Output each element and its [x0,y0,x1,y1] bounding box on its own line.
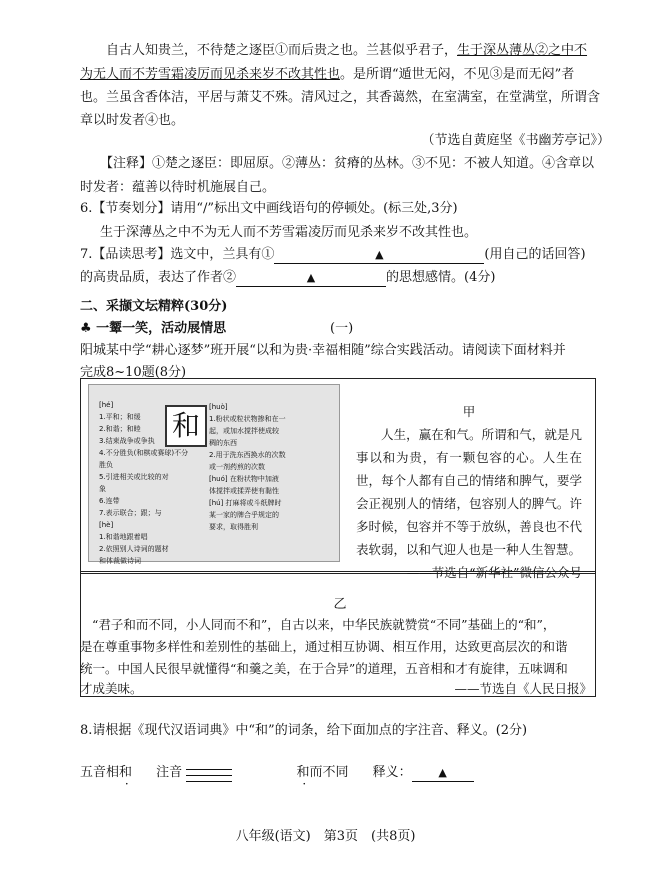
section-2-title: 二、采撷文坛精粹(30分) [80,299,228,314]
part-number: (一) [330,321,354,336]
triangle-icon: ▲ [438,766,447,779]
q7-prefix: 7.【品读思考】选文中，兰具有① [80,247,275,262]
passage-line-3: 也。兰虽含香体洁，平居与萧艾不殊。清风过之，其香蔼然，在室满室，在堂满堂，所谓含 [80,90,601,105]
passage-text: 自古人知贵兰，不待楚之逐臣①而后贵之也。兰甚似乎君子， [106,43,458,58]
section-2-subtitle [80,318,600,339]
pinyin-label: 注音 [156,765,183,780]
meaning-answer-blank[interactable] [412,765,474,782]
material-yi-source: ——节选自《人民日报》 [454,681,592,696]
question-7-line-2 [80,267,600,288]
passage-source: （节选自黄庭坚《书幽芳亭记》） [421,133,610,148]
dictionary-right-column: [huò] 1.粉状或粒状物掺和在一 起，或加水搅拌使成较 稠的东西 2.用于洗东西换水的次数 或一剂药煎的次数 [huó] 在粉状物中加液 体搅拌或揉弄使有黏性 [hú] 打麻将或斗纸牌时 某一家的牌合乎规定的 要求，取得胜利 [209,403,286,531]
question-6: 6.【节奏划分】请用“/”标出文中画线语句的停顿处。(标三处,3分) [80,201,458,216]
subtitle-text: ♣ 一颦一笑，活动展情思 [80,321,227,336]
section-2-intro-2: 完成8~10题(8分) [80,365,187,380]
pinyin-writing-lines[interactable] [186,764,232,782]
q8-word-2: 而不同 [309,765,349,780]
dictionary-character: 和 [165,405,207,447]
yi-text: 才成美味。 [80,681,143,696]
q7-answer-blank-2[interactable] [236,270,386,287]
dotted-char: 和 [119,765,133,780]
triangle-icon: ▲ [375,248,384,261]
passage-line-1 [80,40,600,61]
material-jia [356,400,582,584]
passage-text: 。是所谓“遁世无闷，不见③是而无闷”者 [340,67,575,82]
material-yi-line-1: “君子和而不同，小人同而不和”，自古以来，中华民族就赞赏“不同”基础上的“和”， [92,617,556,632]
q8-answers [80,762,600,783]
material-jia-label: 甲 [462,404,476,419]
question-7 [80,244,600,265]
q7-text: 的思想感情。(4分) [386,270,496,285]
q7-text: 的高贵品质，表达了作者② [80,270,237,285]
passage-line-2 [80,64,600,85]
underlined-sentence: 生于深丛薄丛②之中不 [457,43,588,58]
q6-sentence: 生于深薄丛之中不为无人而不芳雪霜凌厉而见杀来岁不改其性也。 [100,225,478,240]
material-jia-source: ——节选自“新华社”微信公众号 [406,565,582,580]
material-jia-text: 人生，赢在和气。所谓和气，就是凡事以和为贵，有一颗包容的心。人生在世，每个人都有自己的情绪和脾气，要学会正视别人的情绪，包容别人的脾气。许多时候，包容并不等于放纵，善良也不代表软弱，以和气迎人也是一种人生智慧。 [356,427,582,557]
dotted-char: 和 [296,765,310,780]
material-yi-line-3: 统一。中国人民很早就懂得“和羹之美，在于合异”的道理，五音相和才有旋律，五味调和 [80,661,568,676]
q7-answer-blank-1[interactable] [274,247,484,264]
q8-word-1: 五音相 [80,765,120,780]
material-yi-line-4 [80,678,600,699]
question-8: 8.请根据《现代汉语词典》中“和”的词条，给下面加点的字注音、释义。(2分) [80,723,528,738]
q7-hint: (用自己的话回答) [484,247,586,262]
meaning-label: 释义： [372,765,412,780]
passage-line-4: 章以时发者④也。 [80,113,185,128]
dictionary-entry-image [88,384,340,565]
triangle-icon: ▲ [306,271,316,284]
section-2-intro-1: 阳城某中学“耕心逐梦”班开展“以和为贵·幸福相随”综合实践活动。请阅读下面材料并 [80,343,566,358]
material-yi-label: 乙 [333,597,347,612]
page-footer: 八年级(语文) 第3页 (共8页) [235,829,416,844]
notes-line-1: 【注释】①楚之逐臣：即屈原。②薄丛：贫瘠的丛林。③不见：不被人知道。④含章以 [100,156,595,171]
dictionary-left-column: [hé] 1.平和；和缓 2.和谐；和睦 3.结束战争或争执 4.不分胜负(和棋或赛球)不分 胜负 5.引进相关或比较的对 象 6.连带 7.表示联合；跟；与 [hè] 1.和谐地跟着唱 2.依照别人诗词的题材 和体裁做诗词 [99,401,189,565]
notes-line-2: 时发者：蕴善以待时机施展自己。 [80,180,276,195]
material-yi-line-2: 是在尊重事物多样性和差别性的基础上，通过相互协调、相互作用，达致更高层次的和谐 [80,639,568,654]
underlined-sentence: 为无人而不芳雪霜凌厉而见杀来岁不改其性也 [80,67,341,82]
